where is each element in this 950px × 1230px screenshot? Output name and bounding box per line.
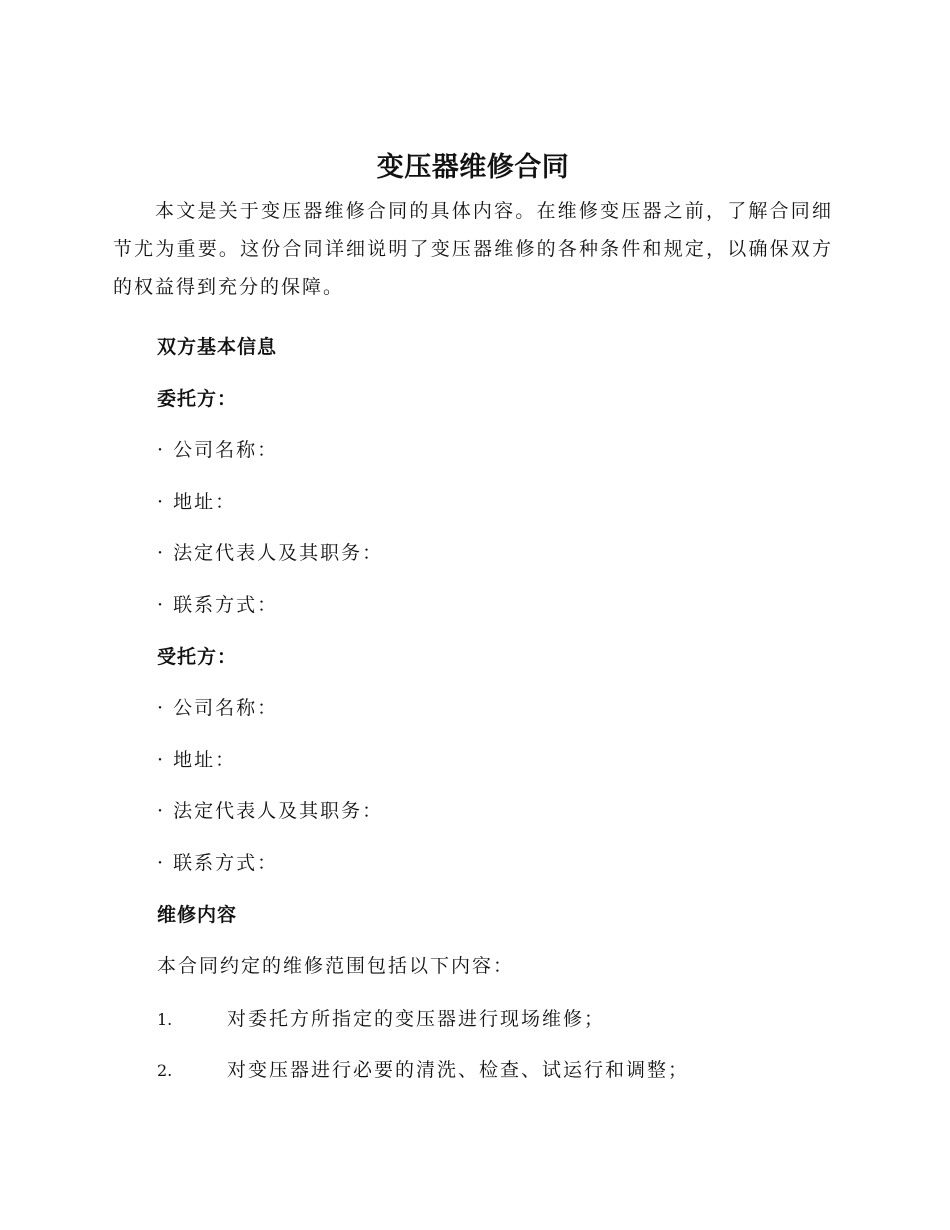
contractor-field-contact: · 联系方式： <box>157 852 279 874</box>
scope-lead-text: 本合同约定的维修范围包括以下内容： <box>157 955 515 977</box>
list-item-text: 对变压器进行必要的清洗、检查、试运行和调整； <box>227 1059 690 1081</box>
scope-list-item <box>157 1004 605 1035</box>
client-field-address: · 地址： <box>157 491 237 513</box>
intro-paragraph: 本文是关于变压器维修合同的具体内容。在维修变压器之前，了解合同细节尤为重要。这份合同详细说明了变压器维修的各种条件和规定，以确保双方的权益得到充分的保障。 <box>113 200 833 298</box>
document-title: 变压器维修合同 <box>376 152 570 183</box>
document-page <box>113 0 833 1230</box>
section-heading-scope: 维修内容 <box>157 904 238 926</box>
scope-list-item <box>157 1055 689 1086</box>
client-field-company: · 公司名称： <box>157 439 279 461</box>
client-label: 委托方： <box>157 388 238 410</box>
list-item-number: 1. <box>157 1010 173 1029</box>
client-field-contact: · 联系方式： <box>157 594 279 616</box>
list-item-text: 对委托方所指定的变压器进行现场维修； <box>227 1008 606 1030</box>
contractor-label: 受托方： <box>157 646 238 668</box>
client-field-representative: · 法定代表人及其职务： <box>157 542 384 564</box>
contractor-field-company: · 公司名称： <box>157 697 279 719</box>
section-heading-parties: 双方基本信息 <box>157 336 278 358</box>
contractor-field-address: · 地址： <box>157 749 237 771</box>
contractor-field-representative: · 法定代表人及其职务： <box>157 800 384 822</box>
list-item-number: 2. <box>157 1061 173 1080</box>
